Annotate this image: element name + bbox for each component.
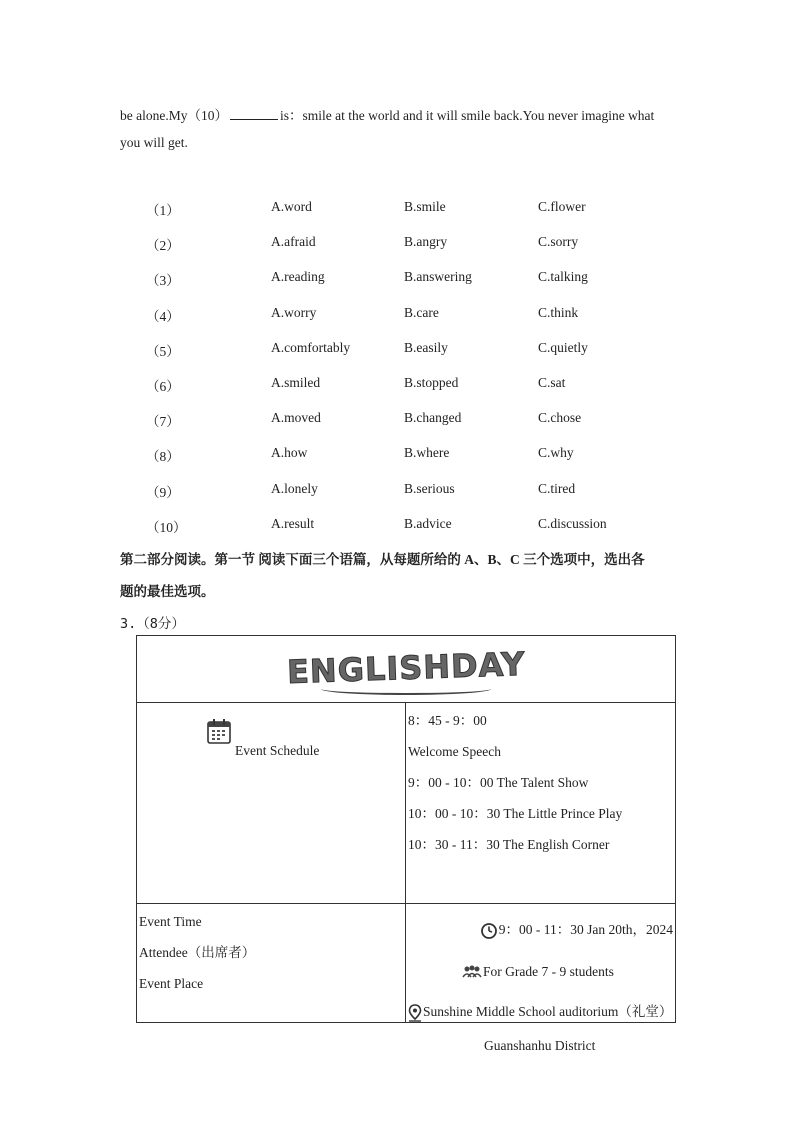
- option-c: C.discussion: [538, 515, 607, 531]
- option-b: B.smile: [404, 199, 446, 214]
- passage-text: is：smile at the world and it will smile back.You never imagine what: [279, 108, 655, 123]
- question-row: [146, 340, 666, 360]
- event-time-value: 9：00 - 11：30 Jan 20th，2024: [498, 921, 673, 937]
- option-c: C.flower: [538, 199, 586, 214]
- option-a: A.reading: [271, 269, 325, 285]
- question-row: [146, 234, 666, 254]
- answer-blank: [230, 107, 278, 120]
- question-row: [146, 199, 666, 219]
- event-schedule-label: Event Schedule: [235, 743, 320, 758]
- question-number-label: （2）: [146, 238, 180, 254]
- option-a: A.moved: [271, 410, 321, 426]
- english-day-poster: [136, 635, 676, 1053]
- question-row: [146, 269, 666, 289]
- option-b: B.answering: [404, 269, 472, 285]
- option-a: A.worry: [271, 304, 317, 320]
- location-pin-icon: [408, 1004, 422, 1022]
- option-b: B.changed: [404, 410, 462, 426]
- schedule-item: 9：00 - 10：00 The Talent Show: [408, 775, 589, 790]
- question-row: [146, 516, 666, 536]
- question-number-label: （8）: [146, 449, 180, 465]
- event-time-label: Event Time: [139, 913, 202, 929]
- option-c: C.sorry: [538, 234, 579, 250]
- schedule-cell: [406, 703, 676, 904]
- people-icon: [462, 965, 482, 981]
- option-a: A.afraid: [271, 234, 316, 250]
- banner-cell: [137, 636, 676, 703]
- section-heading: 题的最佳选项。: [120, 584, 215, 599]
- option-c: C.sat: [538, 375, 566, 390]
- option-b: B.advice: [404, 515, 452, 531]
- passage-line-1: [120, 104, 654, 124]
- section-heading: 第二部分阅读。第一节 阅读下面三个语篇，从每题所给的 A、B、C 三个选项中，选出各: [120, 552, 645, 567]
- question-row: [146, 445, 666, 465]
- schedule-item: 10：30 - 11：30 The English Corner: [408, 837, 610, 852]
- schedule-item: Welcome Speech: [408, 744, 501, 759]
- attendee: [462, 956, 614, 987]
- option-b: B.easily: [404, 339, 448, 355]
- question-number-label: （9）: [146, 484, 180, 500]
- event-place-value: Sunshine Middle School auditorium（礼堂）: [423, 1003, 673, 1019]
- option-c: C.tired: [538, 480, 576, 496]
- option-b: B.care: [404, 304, 439, 320]
- question-row: [146, 305, 666, 325]
- event-place: [408, 996, 672, 1027]
- option-c: C.talking: [538, 269, 588, 285]
- passage-line-2: you will get.: [120, 135, 188, 150]
- option-c: C.think: [538, 304, 579, 320]
- option-b: B.where: [404, 445, 450, 461]
- info-values-cell: [406, 903, 676, 1053]
- schedule-item: 8：45 - 9：00: [408, 713, 487, 728]
- question-number-label: （3）: [146, 273, 180, 289]
- question-number-label: （1）: [146, 203, 180, 218]
- question-row: [146, 375, 666, 395]
- option-c: C.why: [538, 445, 574, 461]
- option-b: B.stopped: [404, 375, 459, 390]
- passage-text: be alone.My（10）: [120, 108, 228, 123]
- clock-icon: [480, 922, 498, 940]
- english-day-logo: ENGLISHDAY: [286, 644, 526, 692]
- question-number-label: （7）: [146, 414, 180, 430]
- schedule-item: 10：00 - 10：30 The Little Prince Play: [408, 806, 623, 821]
- attendee-label: Attendee（出席者）: [139, 944, 256, 960]
- option-a: A.result: [271, 515, 315, 531]
- event-time: [480, 914, 673, 945]
- calendar-icon: [205, 717, 233, 745]
- question-number-label: （6）: [146, 379, 180, 394]
- question-row: [146, 410, 666, 430]
- schedule-label-cell: [137, 703, 406, 904]
- info-labels-cell: [137, 903, 406, 1022]
- option-a: A.smiled: [271, 375, 321, 390]
- event-place-label: Event Place: [139, 975, 204, 991]
- option-c: C.quietly: [538, 339, 588, 355]
- question-number-label: （5）: [146, 343, 180, 359]
- attendee-value: For Grade 7 - 9 students: [483, 963, 614, 979]
- question-number-label: （4）: [146, 308, 180, 324]
- question-number: 3.（8分）: [120, 616, 185, 632]
- question-number-label: （10）: [146, 519, 187, 535]
- option-a: A.lonely: [271, 480, 318, 496]
- option-c: C.chose: [538, 410, 582, 426]
- question-row: [146, 481, 666, 501]
- option-b: B.angry: [404, 234, 448, 250]
- event-district: Guanshanhu District: [484, 1037, 596, 1053]
- option-a: A.word: [271, 199, 312, 214]
- option-a: A.comfortably: [271, 339, 351, 355]
- option-a: A.how: [271, 445, 308, 461]
- option-b: B.serious: [404, 480, 455, 496]
